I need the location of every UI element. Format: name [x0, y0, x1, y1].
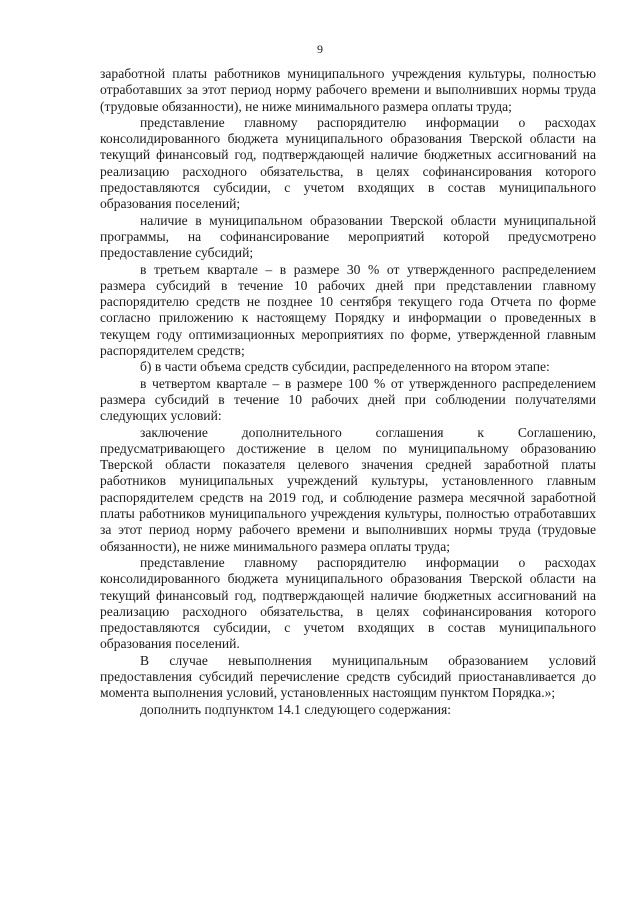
paragraph-8: представление главному распорядителю информации о расходах консолидированного бюджета муниципального образования Тверской области на текущий финансовый год, подтверждающей наличие бюджетных ассигнований на реализацию расходного обязательства, в целях софинансирования которого предоставляются субсидии, с учетом входящих в состав муниципального образования поселений.	[100, 554, 596, 652]
paragraph-7: заключение дополнительного соглашения к Соглашению, предусматривающего достижение в целом по муниципальному образованию Тверской области показателя целевого значения средней заработной платы работников муниципальных учреждений культуры, установленного главным распорядителем средств на 2019 год, и соблюдение размера месячной заработной платы работников муниципального учреждения культуры, полностью отработавших за этот период норму рабочего времени и выполнивших нормы труда (трудовые обязанности), не ниже минимального размера оплаты труда;	[100, 424, 596, 554]
paragraph-10: дополнить подпунктом 14.1 следующего содержания:	[140, 701, 451, 717]
paragraph-4: в третьем квартале – в размере 30 % от утвержденного распределением размера субсидий в течение 10 рабочих дней при представлении главному распорядителю средств не позднее 10 сентября текущего года Отчета по форме согласно приложению к настоящему Порядку и информации о проведенных в текущем году оптимизационных мероприятиях по форме, утвержденной главным распорядителем средств;	[100, 261, 596, 359]
document-body	[100, 66, 596, 718]
page-number: 9	[317, 42, 323, 56]
paragraph-2: представление главному распорядителю информации о расходах консолидированного бюджета муниципального образования Тверской области на текущий финансовый год, подтверждающей наличие бюджетных ассигнований на реализацию расходного обязательства, в целях софинансирования которого предоставляются субсидии, с учетом входящих в состав муниципального образования поселений;	[100, 114, 596, 212]
paragraph-3: наличие в муниципальном образовании Тверской области муниципальной программы, на софинансирование мероприятий которой предусмотрено предоставление субсидий;	[100, 212, 596, 261]
paragraph-9: В случае невыполнения муниципальным образованием условий предоставления субсидий перечисление средств субсидий приостанавливается до момента выполнения условий, установленных настоящим пунктом Порядка.»;	[100, 652, 596, 701]
paragraph-1: заработной платы работников муниципального учреждения культуры, полностью отработавших за этот период норму рабочего времени и выполнивших нормы труда (трудовые обязанности), не ниже минимального размера оплаты труда;	[100, 66, 596, 114]
paragraph-6: в четвертом квартале – в размере 100 % от утвержденного распределением размера субсидий в течение 10 рабочих дней при соблюдении получателями следующих условий:	[100, 375, 596, 424]
paragraph-5: б) в части объема средств субсидии, распределенного на втором этапе:	[140, 359, 550, 375]
